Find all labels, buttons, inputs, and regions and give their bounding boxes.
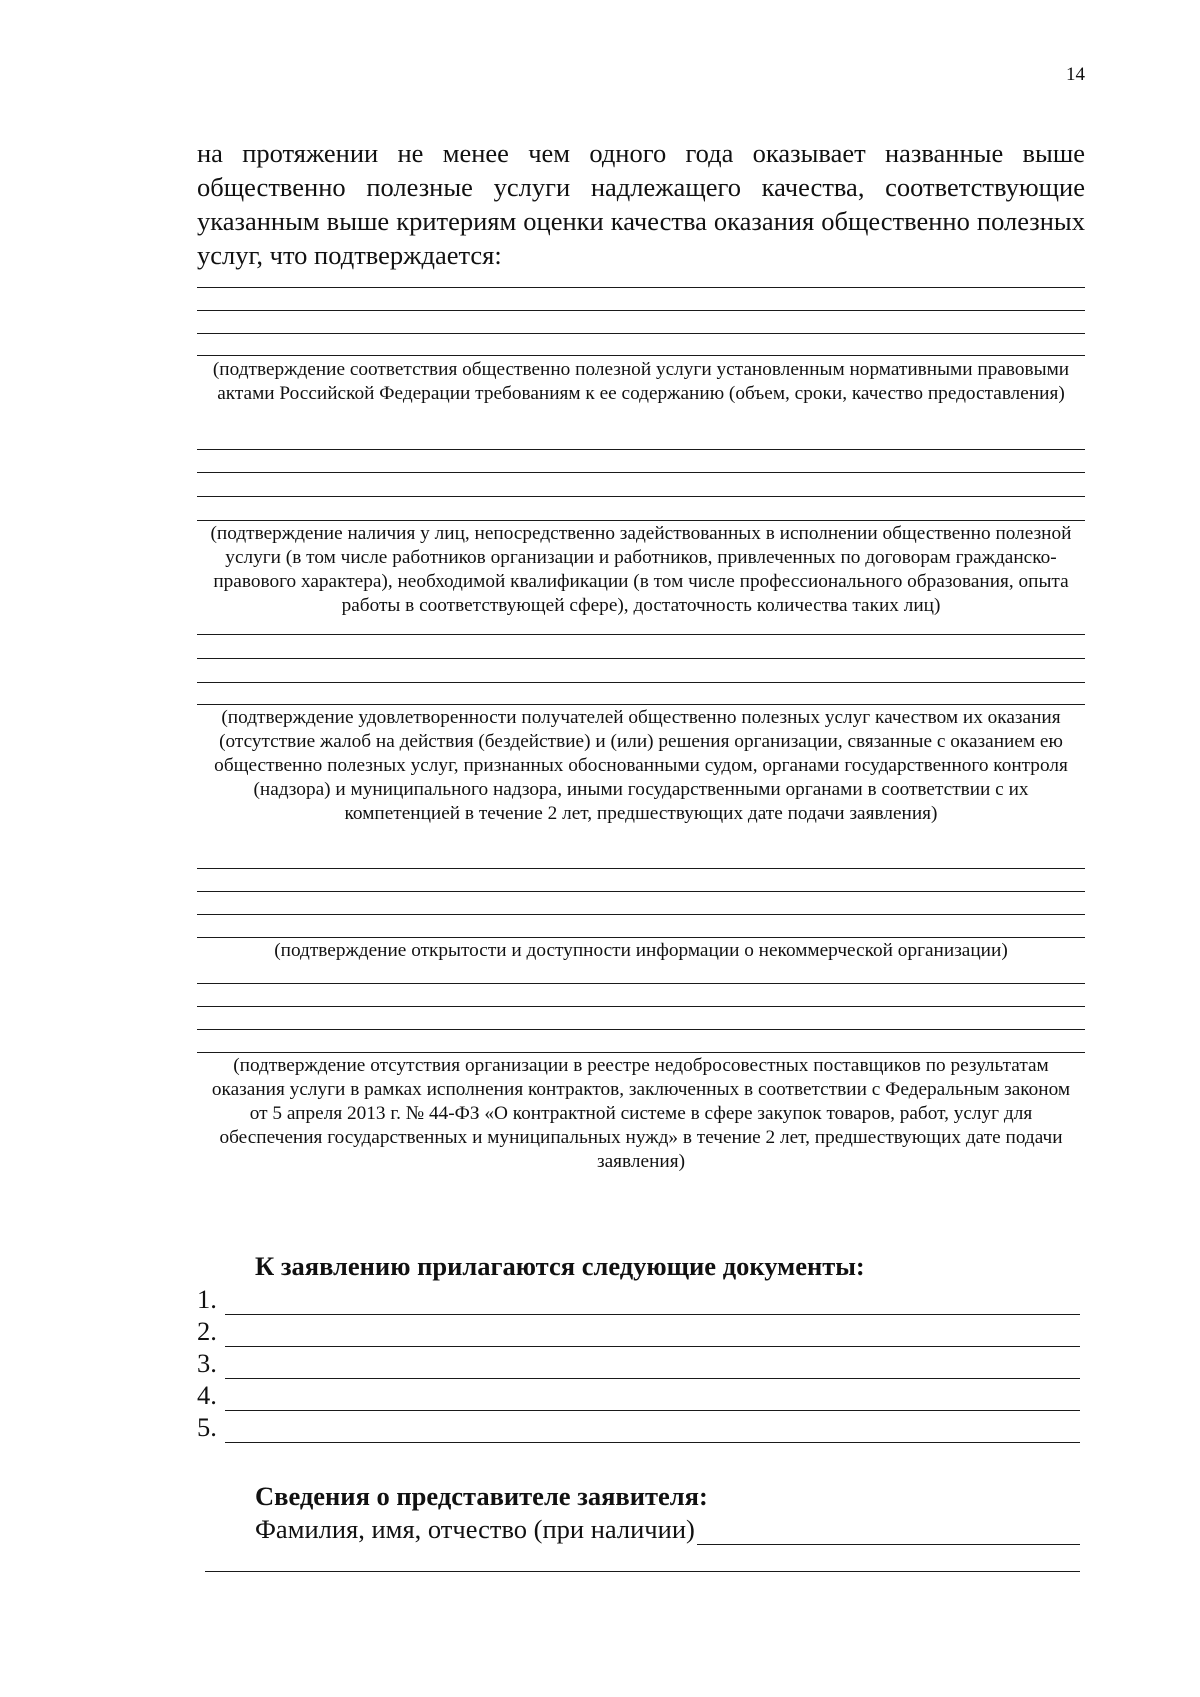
fill-line[interactable]: [197, 658, 1085, 659]
representative-name-field: [255, 1513, 1080, 1545]
fill-line[interactable]: [197, 891, 1085, 892]
fill-line[interactable]: [197, 287, 1085, 288]
attachments-list: [197, 1283, 1080, 1443]
fill-line[interactable]: [197, 983, 1085, 984]
representative-name-label: Фамилия, имя, отчество (при наличии): [255, 1514, 695, 1544]
fill-line[interactable]: [197, 868, 1085, 869]
section-caption: (подтверждение наличия у лиц, непосредственно задействованных в исполнении общественно полезной услуги (в том числе работников организации и работников, привлеченных по договорам гражданско-правового характера), необходимой квалификации (в том числе профессионального образования, опыта работы в соответствующей сфере), достаточность количества таких лиц): [210, 523, 1072, 616]
attachment-number: 4.: [197, 1380, 217, 1410]
section-caption: (подтверждение открытости и доступности информации о некоммерческой организации): [274, 940, 1008, 961]
attachment-fill-line[interactable]: [225, 1352, 1080, 1379]
attachment-fill-line[interactable]: [225, 1320, 1080, 1347]
attachment-number: 1.: [197, 1284, 217, 1314]
fill-line[interactable]: [197, 1029, 1085, 1030]
section-caption: (подтверждение удовлетворенности получателей общественно полезных услуг качеством их оказания (отсутствие жалоб на действия (бездействие) и (или) решения организации, связанные с оказанием ею общественно полезных услуг, признанных обоснованными судом, органами государственного контроля (надзора) и муниципального надзора, иными государственными органами в соответствии с их компетенцией в течение 2 лет, предшествующих дате подачи заявления): [214, 707, 1068, 824]
attachment-item: [197, 1411, 1080, 1443]
attachment-fill-line[interactable]: [225, 1384, 1080, 1411]
fill-line[interactable]: [197, 496, 1085, 497]
fill-line[interactable]: [197, 1052, 1085, 1053]
page-number: 14: [1066, 64, 1085, 85]
fill-line[interactable]: [197, 310, 1085, 311]
fill-line[interactable]: [205, 1571, 1080, 1572]
attachment-item: [197, 1315, 1080, 1347]
attachment-item: [197, 1347, 1080, 1379]
attachments-heading: К заявлению прилагаются следующие документы:: [255, 1251, 865, 1281]
intro-paragraph: на протяжении не менее чем одного года оказывает названные выше общественно полезные услуги надлежащего качества, соответствующие указанным выше критериям оценки качества оказания общественно полезных услуг, что подтверждается:: [197, 138, 1085, 270]
fill-line[interactable]: [197, 333, 1085, 334]
attachment-number: 2.: [197, 1316, 217, 1346]
fill-line[interactable]: [197, 520, 1085, 521]
fill-line[interactable]: [197, 634, 1085, 635]
attachment-fill-line[interactable]: [225, 1288, 1080, 1315]
fill-line[interactable]: [197, 355, 1085, 356]
fill-line[interactable]: [197, 1006, 1085, 1007]
attachment-number: 3.: [197, 1348, 217, 1378]
representative-heading: Сведения о представителе заявителя:: [255, 1481, 708, 1511]
fill-line[interactable]: [197, 449, 1085, 450]
attachment-number: 5.: [197, 1412, 217, 1442]
fill-line[interactable]: [197, 914, 1085, 915]
section-caption: (подтверждение отсутствия организации в реестре недобросовестных поставщиков по результатам оказания услуги в рамках исполнения контрактов, заключенных в соответствии с Федеральным законом от 5 апреля 2013 г. № 44-ФЗ «О контрактной системе в сфере закупок товаров, работ, услуг для обеспечения государственных и муниципальных нужд» в течение 2 лет, предшествующих дате подачи заявления): [211, 1055, 1071, 1172]
representative-name-line[interactable]: [697, 1518, 1080, 1545]
section-caption: (подтверждение соответствия общественно полезной услуги установленным нормативными правовыми актами Российской Федерации требованиям к ее содержанию (объем, сроки, качество предоставления): [212, 359, 1070, 404]
attachment-fill-line[interactable]: [225, 1416, 1080, 1443]
fill-line[interactable]: [197, 682, 1085, 683]
fill-line[interactable]: [197, 472, 1085, 473]
attachment-item: [197, 1283, 1080, 1315]
fill-line[interactable]: [197, 704, 1085, 705]
attachment-item: [197, 1379, 1080, 1411]
fill-line[interactable]: [197, 937, 1085, 938]
